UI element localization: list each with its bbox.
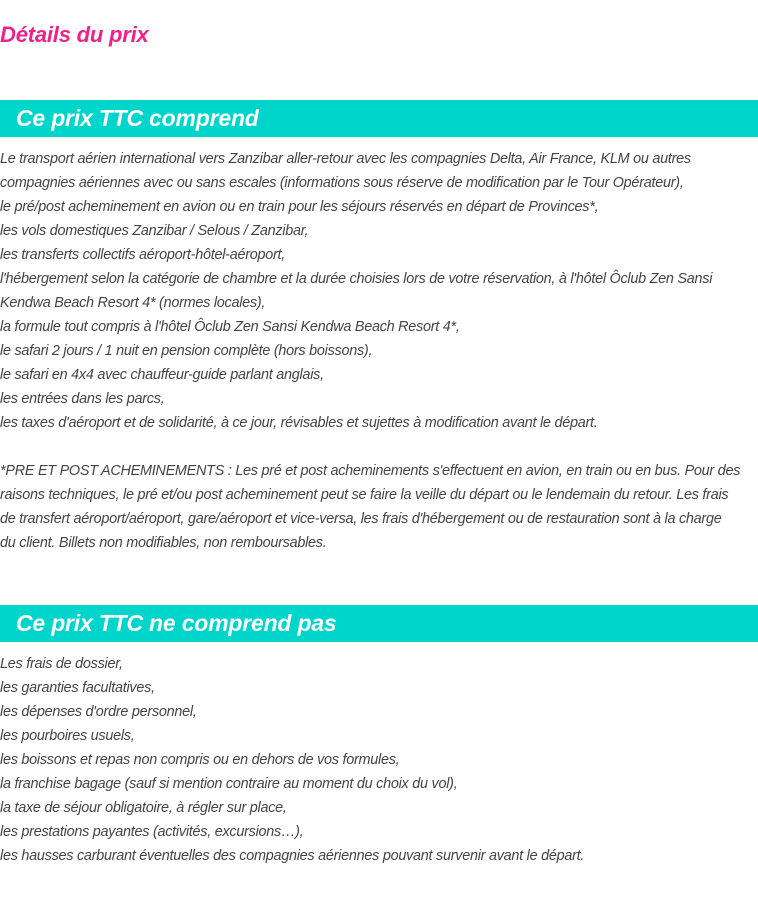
includes-line: Kendwa Beach Resort 4* (normes locales), — [0, 295, 266, 311]
includes-line: les transferts collectifs aéroport-hôtel-aéroport, — [0, 247, 286, 263]
excludes-line: les pourboires usuels, — [0, 728, 135, 744]
note-line: *PRE ET POST ACHEMINEMENTS : Les pré et post acheminements s'effectuent en avion, en train ou en bus. Pour des — [0, 463, 741, 479]
includes-line: le pré/post acheminement en avion ou en train pour les séjours réservés en départ de Provinces*, — [0, 199, 599, 215]
includes-line: l'hébergement selon la catégorie de chambre et la durée choisies lors de votre réservation, à l'hôtel Ôclub Zen Sansi — [0, 271, 713, 287]
excludes-heading: Ce prix TTC ne comprend pas — [16, 610, 337, 636]
excludes-line: les boissons et repas non compris ou en dehors de vos formules, — [0, 752, 400, 768]
note-line: raisons techniques, le pré et/ou post acheminement peut se faire la veille du départ ou le lendemain du retour. Les frais — [0, 487, 729, 503]
excludes-line: la taxe de séjour obligatoire, à régler sur place, — [0, 800, 287, 816]
includes-line: le safari 2 jours / 1 nuit en pension complète (hors boissons), — [0, 343, 373, 359]
transfer-note — [0, 459, 758, 555]
excludes-line: les garanties facultatives, — [0, 680, 155, 696]
note-line: de transfert aéroport/aéroport, gare/aéroport et vice-versa, les frais d'hébergement ou de restauration sont à la charge — [0, 511, 722, 527]
page-title: Détails du prix — [0, 22, 149, 47]
includes-line: compagnies aériennes avec ou sans escales (informations sous réserve de modification par le Tour Opérateur), — [0, 175, 684, 191]
excludes-list — [0, 652, 758, 868]
excludes-line: les prestations payantes (activités, excursions…), — [0, 824, 304, 840]
includes-line: le safari en 4x4 avec chauffeur-guide parlant anglais, — [0, 367, 324, 383]
includes-line: Le transport aérien international vers Zanzibar aller-retour avec les compagnies Delta, Air France, KLM ou autres — [0, 151, 691, 167]
excludes-line: la franchise bagage (sauf si mention contraire au moment du choix du vol), — [0, 776, 458, 792]
includes-line: les taxes d'aéroport et de solidarité, à ce jour, révisables et sujettes à modification avant le départ. — [0, 415, 598, 431]
note-line: du client. Billets non modifiables, non remboursables. — [0, 535, 327, 551]
includes-heading: Ce prix TTC comprend — [16, 105, 259, 131]
includes-line: la formule tout compris à l'hôtel Ôclub Zen Sansi Kendwa Beach Resort 4*, — [0, 319, 460, 335]
includes-line: les entrées dans les parcs, — [0, 391, 165, 407]
includes-line: les vols domestiques Zanzibar / Selous / Zanzibar, — [0, 223, 309, 239]
includes-list — [0, 147, 758, 435]
excludes-line: Les frais de dossier, — [0, 656, 123, 672]
excludes-line: les hausses carburant éventuelles des compagnies aériennes pouvant survenir avant le départ. — [0, 848, 585, 864]
includes-section-bar — [0, 100, 758, 137]
excludes-section-bar — [0, 605, 758, 642]
excludes-line: les dépenses d'ordre personnel, — [0, 704, 197, 720]
